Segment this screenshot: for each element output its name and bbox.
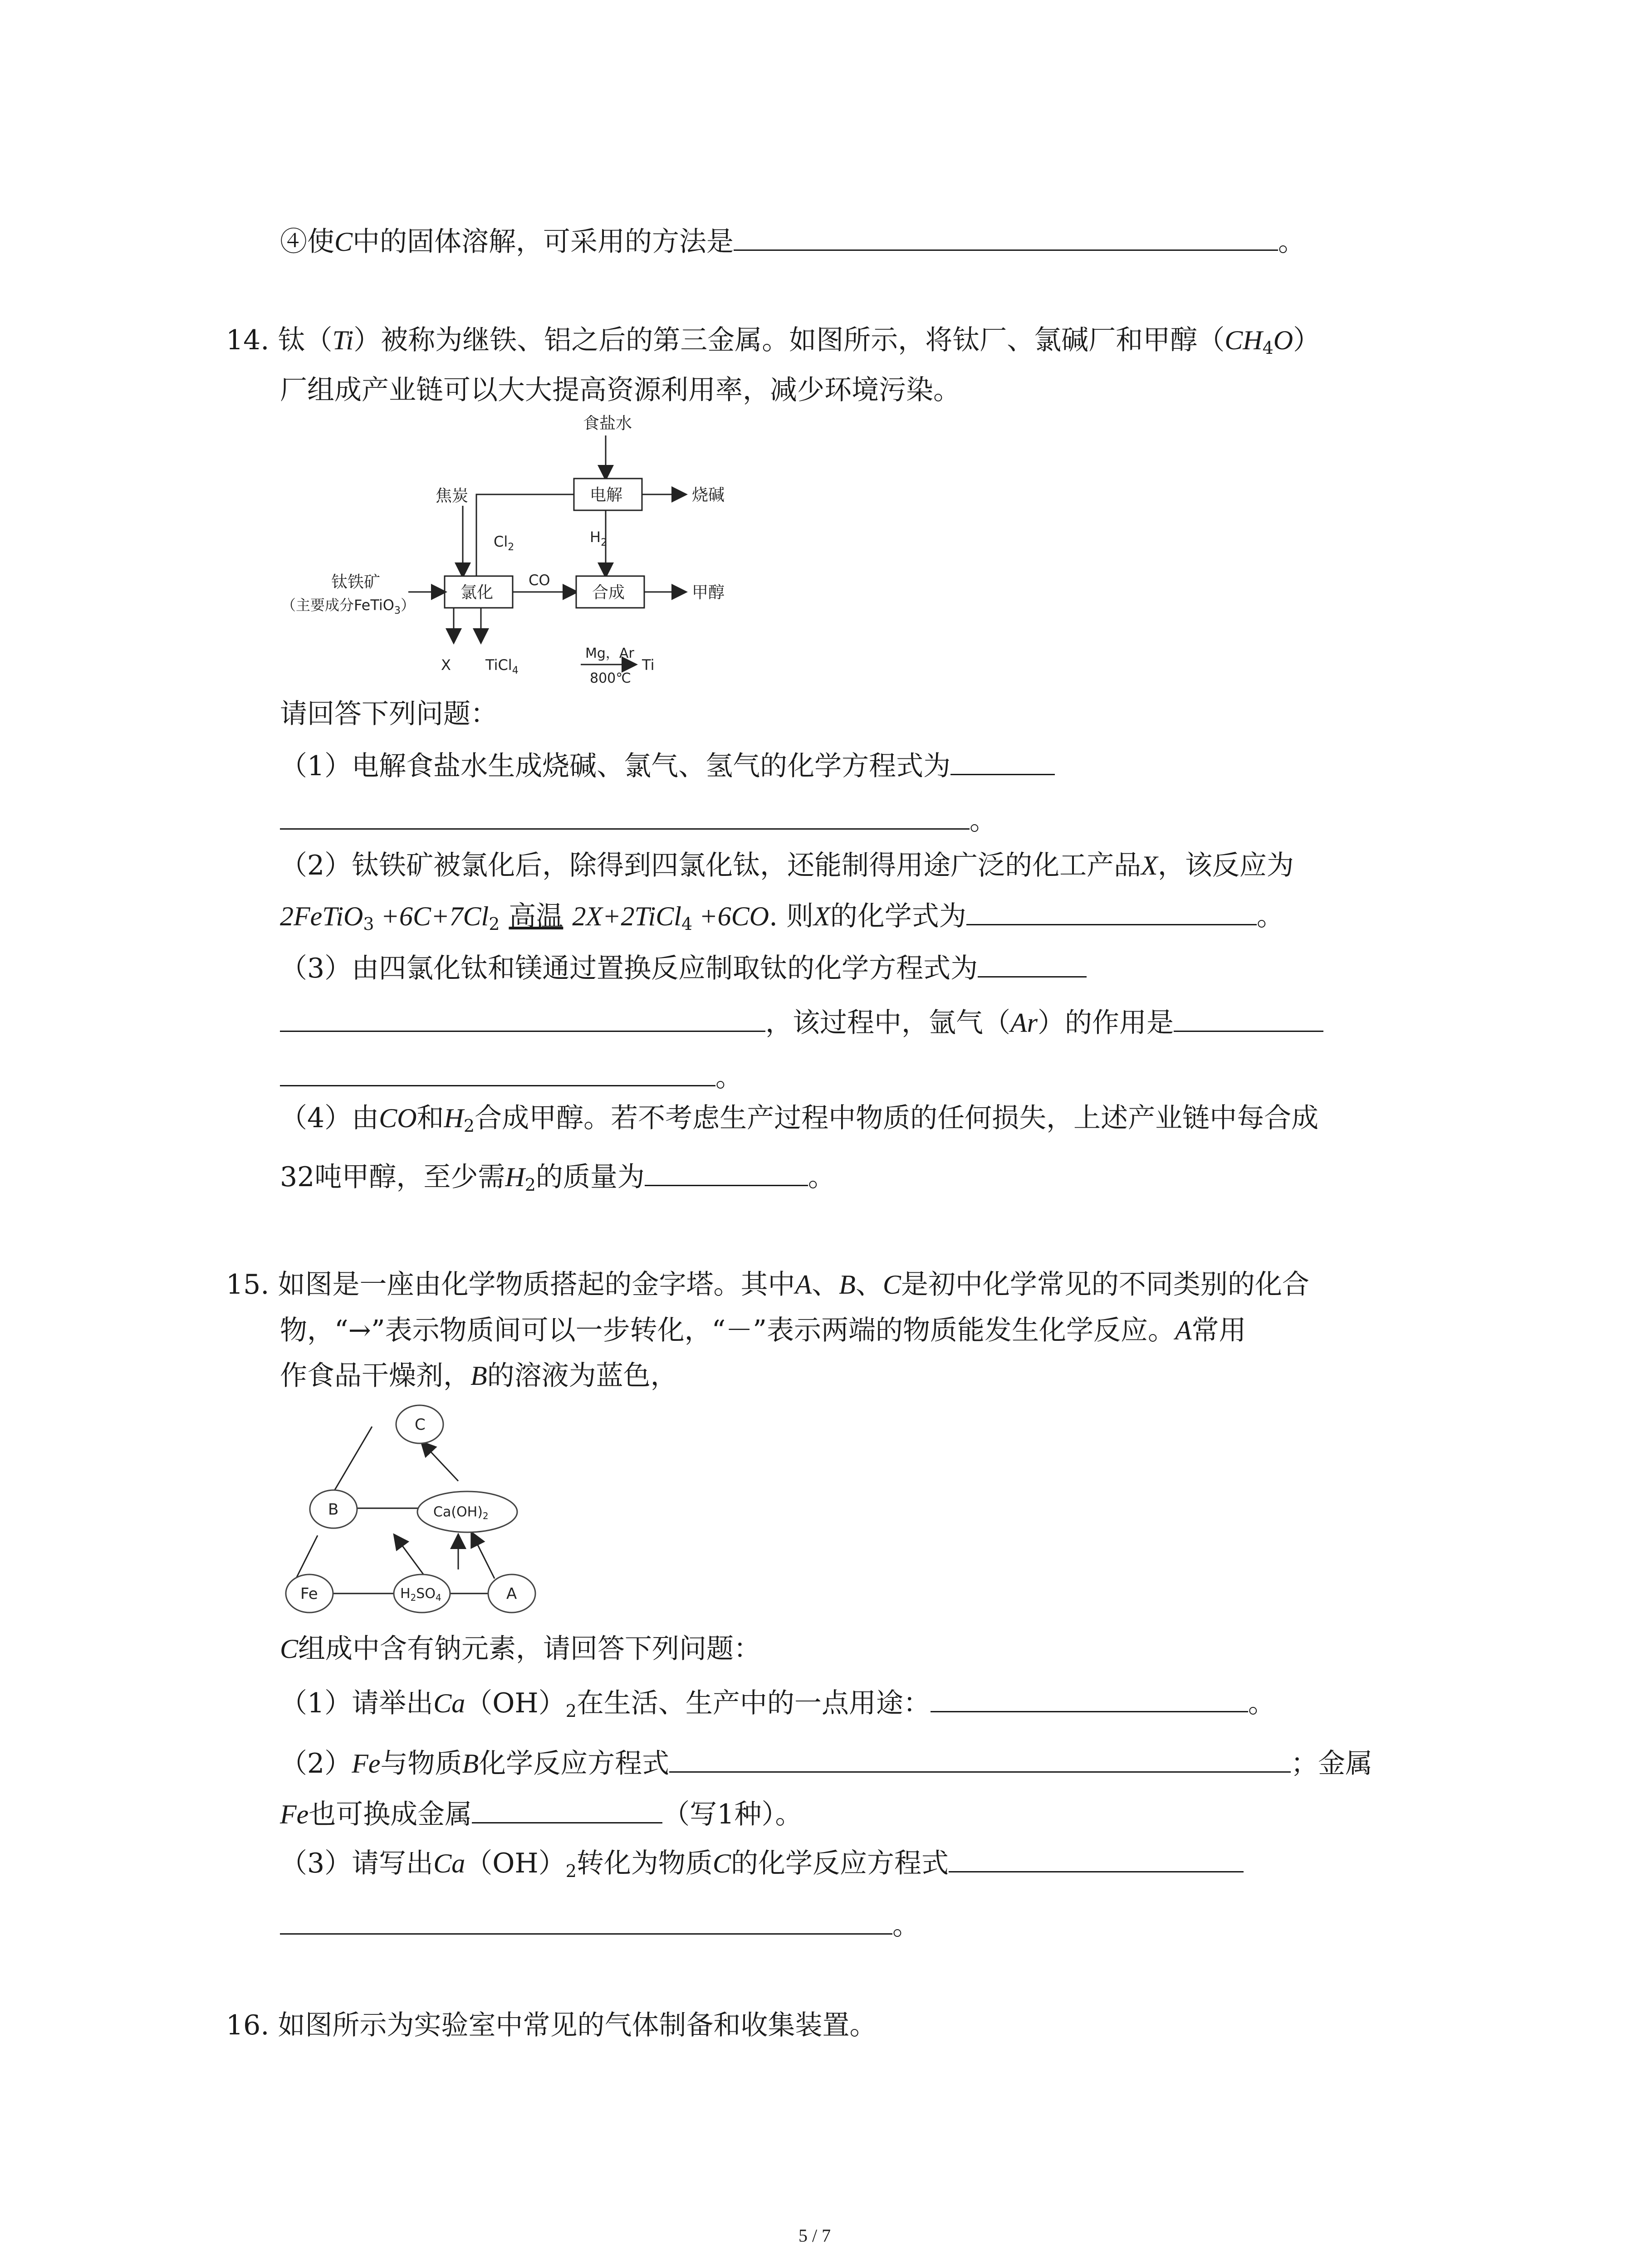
q15-part2-blank-b[interactable] [472, 1794, 662, 1823]
node-a: A [506, 1585, 517, 1603]
q14-part1-cont: 。 [280, 800, 997, 839]
q14-part3: （3）由四氯化钛和镁通过置换反应制取钛的化学方程式为 [280, 948, 1087, 987]
q14-part1-blank-b[interactable] [280, 800, 970, 830]
diagram-methanol: 甲醇 [692, 583, 725, 602]
q14-part3-cont2: 。 [280, 1057, 743, 1095]
q14-intro-line2: 厂组成产业链可以大大提高资源利用率，减少环境污染。 [280, 374, 960, 406]
diagram-ti: Ti [642, 656, 655, 674]
q14-process-diagram [272, 411, 771, 692]
node-b: B [328, 1501, 339, 1519]
q15-pyramid-diagram [277, 1399, 558, 1626]
diagram-ticl4: TiCl$_4$ [485, 656, 519, 676]
q15-part3-cont: 。 [280, 1905, 920, 1944]
q15-intro-line2: 物，“→”表示物质间可以一步转化，“－”表示两端的物质能发生化学反应。A常用 [280, 1315, 1246, 1346]
q14-part1: （1）电解食盐水生成烧碱、氯气、氢气的化学方程式为 [280, 746, 1055, 784]
node-caoh2: $Ca(OH)_2$ [433, 1504, 489, 1521]
q13-item4: ④使C中的固体溶解，可采用的方法是 。 [280, 221, 1305, 260]
diagram-electrolysis: 电解 [590, 486, 623, 504]
q14-part4-blank[interactable] [645, 1157, 808, 1186]
diagram-ilmenite: 钛铁矿 [331, 573, 381, 591]
q14-prompt: 请回答下列问题： [280, 698, 498, 730]
q14-part1-blank-a[interactable] [950, 746, 1055, 775]
q14-part3-blank-c[interactable] [1174, 1002, 1323, 1032]
q15-part3: （3）请写出$Ca(OH)_2$转化为物质C的化学反应方程式 [280, 1843, 1244, 1889]
q15-part2: （2）Fe与物质B化学反应方程式 ；金属 [280, 1743, 1372, 1782]
q15-intro-line1: 15. 如图是一座由化学物质搭起的金字塔。其中A、B、C是初中化学常见的不同类别的化合 [226, 1269, 1309, 1300]
q16-intro: 16. 如图所示为实验室中常见的气体制备和收集装置。 [226, 2009, 877, 2041]
q15-part2-blank-a[interactable] [669, 1743, 1291, 1773]
diagram-synthesis: 合成 [592, 583, 625, 602]
q14-part3-cont: ，该过程中，氩气（Ar）的作用是 [280, 1002, 1323, 1041]
diagram-chlorination: 氯化 [460, 583, 494, 602]
diagram-coke: 焦炭 [436, 487, 469, 505]
diagram-co: CO [529, 572, 550, 589]
q14-part3-blank-d[interactable] [280, 1057, 715, 1086]
diagram-caustic-soda: 烧碱 [692, 486, 725, 504]
page-number: 5 / 7 [798, 2225, 831, 2246]
q15-part3-blank-a[interactable] [949, 1843, 1244, 1872]
q14-part2-equation: 2FeTiO$_3$ $+6C+7Cl_2$ 高温 2X+2TiCl$_4$ +6CO. 则X的化学式为 。 [280, 896, 1284, 942]
q14-part4: （4）由CO和$H_2$合成甲醇。若不考虑生产过程中物质的任何损失，上述产业链中每合成 [280, 1102, 1319, 1136]
q15-part1-blank[interactable] [931, 1683, 1248, 1712]
node-h2so4: $H_2SO_4$ [400, 1586, 441, 1603]
q14-part3-blank-a[interactable] [978, 948, 1087, 978]
q14-part2-blank[interactable] [966, 896, 1257, 925]
q15-part3-blank-b[interactable] [280, 1905, 892, 1935]
q15-part2-cont: Fe也可换成金属 （写1种）。 [280, 1794, 802, 1833]
q14-intro-line1: 14. 钛（Ti）被称为继铁、铝之后的第三金属。如图所示，将钛厂、氯碱厂和甲醇$(CH_4O)$ [226, 324, 1321, 358]
q14-part3-blank-b[interactable] [280, 1002, 765, 1032]
node-fe: Fe [300, 1585, 318, 1603]
diagram-salt-water: 食盐水 [583, 414, 632, 433]
q14-part2: （2）钛铁矿被氯化后，除得到四氯化钛，还能制得用途广泛的化工产品X，该反应为 [280, 850, 1294, 881]
q13-answer-blank[interactable] [734, 221, 1278, 251]
node-c: C [415, 1416, 426, 1434]
diagram-conditions-bottom: 800℃ [590, 670, 631, 686]
q15-intro-line3: 作食品干燥剂，B的溶液为蓝色， [280, 1360, 678, 1392]
diagram-conditions-top: Mg，Ar [585, 645, 634, 661]
diagram-cl2: $Cl_2$ [494, 533, 514, 553]
diagram-x: X [441, 656, 451, 674]
diagram-h2: $H_2$ [590, 528, 607, 548]
q15-note: C组成中含有钠元素，请回答下列问题： [280, 1633, 761, 1665]
q15-part1: （1）请举出$Ca(OH)_2$在生活、生产中的一点用途： 。 [280, 1683, 1275, 1729]
diagram-ilmenite-note: （主要成分FeTiO$_3$） [281, 596, 416, 616]
q14-part4-cont: 32吨甲醇，至少需$H_2$的质量为 。 [280, 1157, 835, 1203]
